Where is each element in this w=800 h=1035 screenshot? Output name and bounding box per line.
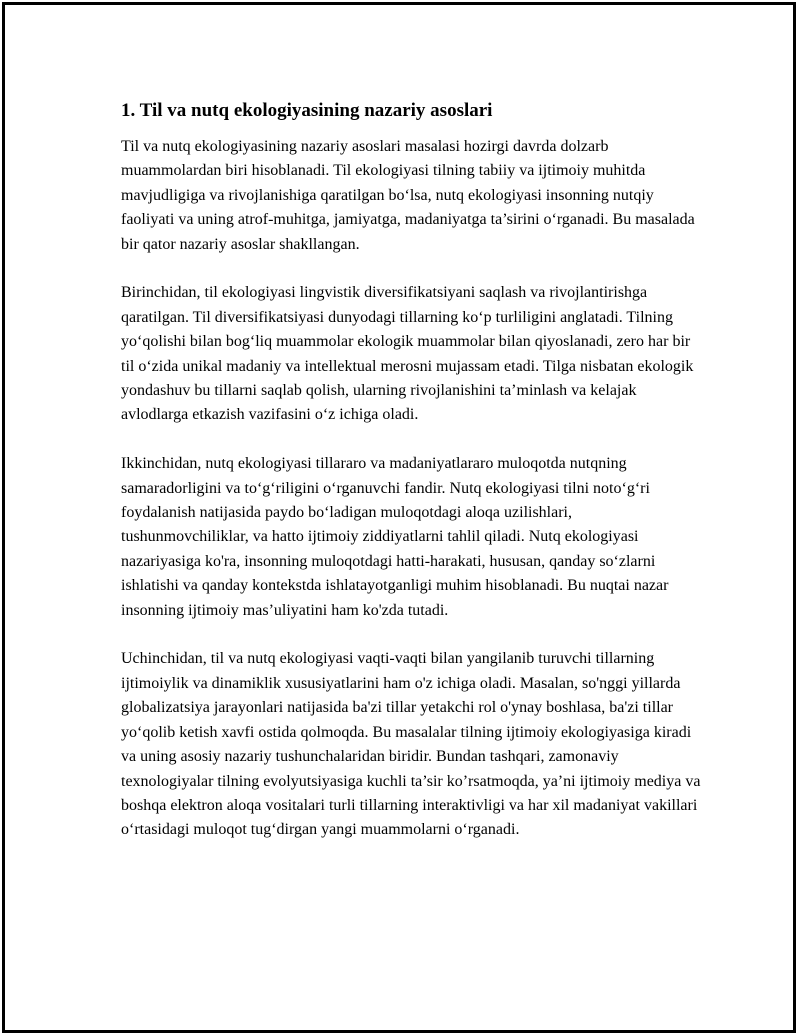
page-frame xyxy=(2,2,796,1033)
paragraph-third: Uchinchidan, til va nutq ekologiyasi vaqti-vaqti bilan yangilanib turuvchi tillarning ijtimoiylik va dinamiklik xususiyatlarini ham o'z ichiga oladi. Masalan, so'nggi yillarda globalizatsiya jarayonlari natijasida ba'zi tillar yetakchi rol o'ynay boshlasa, ba'zi tillar yo‘qolib ketish xavfi ostida qolmoqda. Bu masalalar tilning ijtimoiy ekologiyasiga kiradi va uning asosiy nazariy tushunchalaridan biridir. Bundan tashqari, zamonaviy texnologiyalar tilning evolyutsiyasiga kuchli ta’sir ko’rsatmoqda, ya’ni ijtimoiy mediya va boshqa elektron aloqa vositalari turli tillarning interaktivligi va har xil madaniyat vakillari o‘rtasidagi muloqot tug‘dirgan yangi muammolarni o‘rganadi. xyxy=(121,650,701,839)
section-heading: 1. Til va nutq ekologiyasining nazariy asoslari xyxy=(121,100,493,121)
paragraph-first: Birinchidan, til ekologiyasi lingvistik diversifikatsiyani saqlash va rivojlantirishga qaratilgan. Til diversifikatsiyasi dunyodagi tillarning ko‘p turliligini anglatadi. Tilning yo‘qolishi bilan bog‘liq muammolar ekologik muammolar bilan qiyoslanadi, zero har bir til o‘zida unikal madaniy va intellektual merosni mujassam etadi. Tilga nisbatan ekologik yondashuv bu tillarni saqlab qolish, ularning rivojlanishini ta’minlash va kelajak avlodlarga etkazish vazifasini o‘z ichiga oladi. xyxy=(121,284,694,424)
paragraph-intro: Til va nutq ekologiyasining nazariy asoslari masalasi hozirgi davrda dolzarb muammolardan biri hisoblanadi. Til ekologiyasi tilning tabiiy va ijtimoiy muhitda mavjudligiga va rivojlanishiga qaratilgan bo‘lsa, nutq ekologiyasi insonning nutqiy faoliyati va uning atrof-muhitga, jamiyatga, madaniyatga ta’sirini o‘rganadi. Bu masalada bir qator nazariy asoslar shakllangan. xyxy=(121,138,695,253)
paragraph-second: Ikkinchidan, nutq ekologiyasi tillararo va madaniyatlararo muloqotda nutqning samaradorligini va to‘g‘riligini o‘rganuvchi fandir. Nutq ekologiyasi tilni noto‘g‘ri foydalanish natijasida paydo bo‘ladigan muloqotdagi aloqa uzilishlari, tushunmovchiliklar, va hatto ijtimoiy ziddiyatlarni tahlil qiladi. Nutq ekologiyasi nazariyasiga ko'ra, insonning muloqotdagi hatti-harakati, hususan, qanday so‘zlarni ishlatishi va qanday kontekstda ishlatayotganligi muhim hisoblanadi. Bu nuqtai nazar insonning ijtimoiy mas’uliyatini ham ko'zda tutadi. xyxy=(121,455,669,619)
document-body xyxy=(121,99,701,867)
